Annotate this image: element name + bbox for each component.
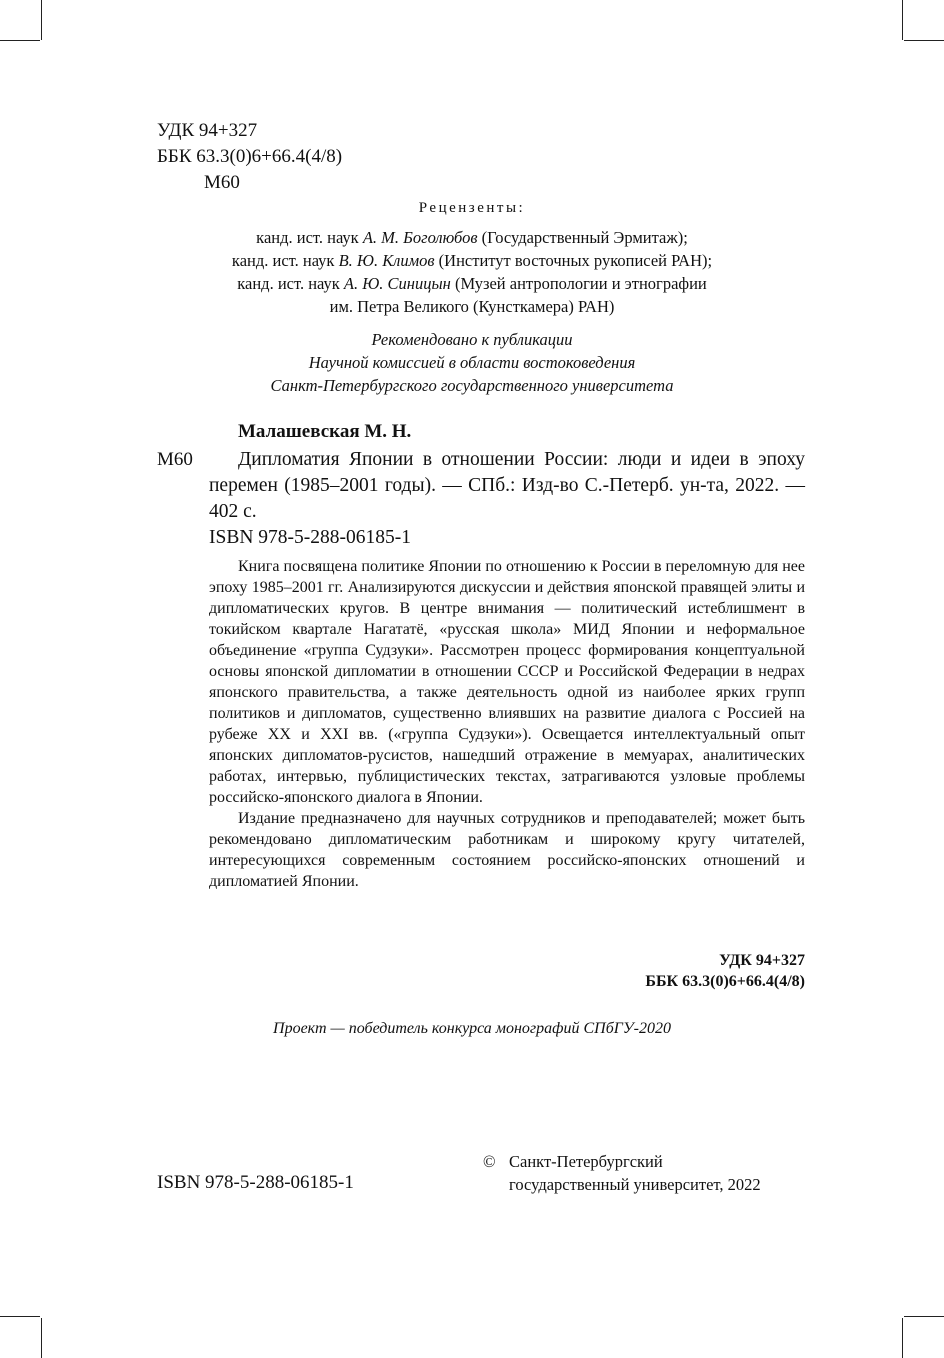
copyright-icon: © [483, 1152, 496, 1171]
author-mark: М60 [204, 172, 240, 193]
catalog-mark: М60 [157, 449, 193, 470]
reviewer-name: А. М. Боголюбов [362, 228, 478, 247]
crop-mark [902, 0, 903, 40]
reviewer-line: канд. ист. наук А. М. Боголюбов (Государственный Эрмитаж); [256, 228, 688, 247]
recommendation: Рекомендовано к публикации Научной комиссией в области востоковедения Санкт-Петербургского государственного университета [270, 330, 674, 395]
crop-mark [0, 40, 40, 41]
crop-mark [41, 0, 42, 40]
crop-mark [0, 1316, 40, 1317]
annotation-paragraph: Издание предназначено для научных сотрудников и преподавателей; может быть рекомендовано дипломатическим работникам и широкому кругу читателей, интересующихся современным состоянием российско-японских отношений и дипломатией Японии. [209, 810, 805, 890]
udk-code: УДК 94+327 [157, 120, 258, 141]
crop-mark [902, 1318, 903, 1358]
reviewers-list [0, 226, 944, 318]
book-description: Дипломатия Японии в отношении России: люди и идеи в эпоху перемен (1985–2001 годы). — СПб.: Изд-во С.-Петерб. ун-та, 2022. — 402 с. [209, 449, 805, 522]
crop-mark [904, 40, 944, 41]
bbk-code: ББК 63.3(0)6+66.4(4/8) [157, 146, 343, 167]
reviewer-line: им. Петра Великого (Кунсткамера) РАН) [329, 297, 615, 316]
reviewer-line: канд. ист. наук А. Ю. Синицын (Музей антропологии и этнографии [237, 274, 707, 293]
bibliographic-description [209, 447, 805, 551]
copyright: © Санкт-Петербургский государственный университет, 2022 [483, 1152, 761, 1194]
udk-code: УДК 94+327 [719, 952, 805, 969]
crop-mark [904, 1316, 944, 1317]
classification-footer [645, 950, 805, 992]
footer-isbn: ISBN 978-5-288-06185-1 [157, 1172, 354, 1193]
reviewer-line: канд. ист. наук В. Ю. Климов (Институт восточных рукописей РАН); [231, 251, 713, 270]
reviewers-title: Рецензенты: [418, 200, 526, 216]
isbn: ISBN 978-5-288-06185-1 [209, 527, 412, 548]
project-note: Проект — победитель конкурса монографий СПбГУ-2020 [273, 1020, 671, 1037]
reviewer-name: В. Ю. Климов [338, 251, 435, 270]
reviewer-name: А. Ю. Синицын [343, 274, 451, 293]
crop-mark [41, 1318, 42, 1358]
annotation [209, 556, 805, 892]
author-name: Малашевская М. Н. [238, 421, 412, 442]
annotation-paragraph: Книга посвящена политике Японии по отношению к России в переломную для нее эпоху 1985–2001 гг. Анализируются дискуссии и действия японской правящей элиты и дипломатических кругов. В центре внимания — политический истеблишмент в токийском квартале Нагататё, «русская школа» МИД Японии и неформальное объединение «группа Судзуки». Рассмотрен процесс формирования концептуальной основы японской дипломатии в отношении СССР и Российской Федерации в недрах японского правительства, а также деятельность одной из наиболее ярких групп политиков и дипломатов, существенно влиявших на развитие диалога с Россией на рубеже XX и XXI вв. («группа Судзуки»). Освещается интеллектуальный опыт японских дипломатов-русистов, нашедший отражение в мемуарах, аналитических работах, интервью, публицистических текстах, затрагиваются узловые проблемы российско-японского диалога в Японии. [209, 558, 805, 806]
bbk-code: ББК 63.3(0)6+66.4(4/8) [645, 973, 805, 990]
classification-header [157, 118, 342, 196]
